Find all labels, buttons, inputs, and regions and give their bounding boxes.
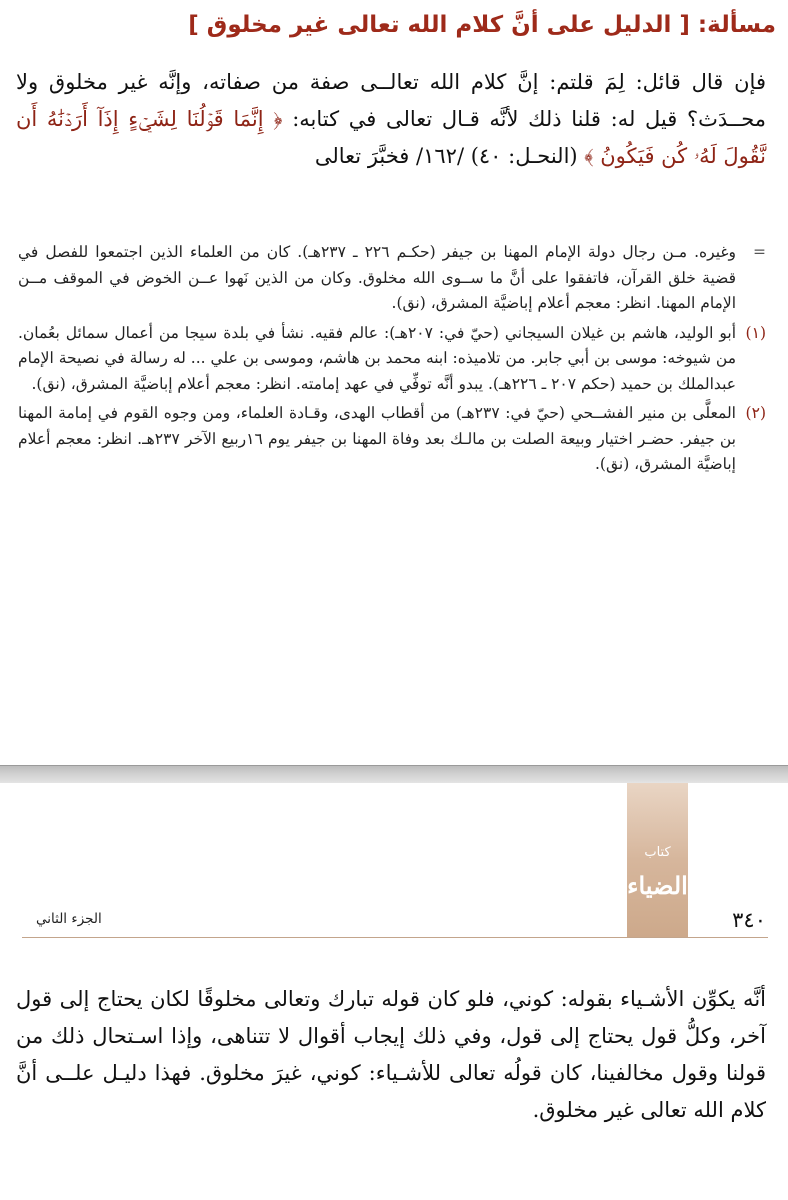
book-emblem [627,783,688,937]
header-rule [22,937,768,938]
main-paragraph [16,64,766,175]
footnote-text: وغيره. مـن رجال دولة الإمام المهنا بن جيفر (حكـم ٢٢٦ ـ ٢٣٧هـ). كان من العلماء الذين اجتمعوا للفصل في قضية خلق القرآن، فاتفقوا على أنَّ ما ســوى الله مخلوق. وكان من الذين نَهوا عــن الخوض في الموقف مــن الإمام المهنا. انظر: معجم أعلام إباضيَّة المشرق، (نق). [18,243,736,312]
footnote-marker: (١) [745,323,766,342]
emblem-word: كتاب [644,845,671,860]
footnote-text: أبو الوليد، هاشم بن غيلان السيجاني (حيّ في: ٢٠٧هـ): عالم فقيه. نشأ في بلدة سيجا من أعمال سمائل بعُمان. من شيوخه: موسى بن أبي جابر. من تلاميذه: ابنه محمد بن هاشم، وموسى بن علي ... له رسالة في نصيحة الإمام عبدالملك بن حميد (حكم ٢٠٧ ـ ٢٢٦هـ). يبدو أنَّه توفِّي في عهد إمامته. انظر: معجم أعلام إباضيَّة المشرق، (نق). [18,323,736,393]
title-lead: مسألة: [697,12,776,38]
quran-verse: ﴿ إِنَّمَا قَوۡلُنَا لِشَيۡءٍ إِذَآ أَرَدۡنَٰهُ أَن نَّقُولَ لَهُۥ كُن فَيَكُونُ ﴾ [16,107,766,168]
page-title [6,6,776,44]
paragraph-post: (النحـل: ٤٠) /١٦٢/ فخبَّرَ تعالى [314,144,578,168]
paragraph-pre: فإن قال قائل: لِمَ قلتم: إنَّ كلام الله تعالــى صفة من صفاته، وإنَّه غير مخلوق ولا محــدَث؟ قيل له: قلنا ذلك لأنَّه قـال تعالى في كتابه: [16,70,766,131]
emblem-title: الضياء [627,871,688,900]
lower-page [0,783,788,1200]
footnote-continued [18,240,766,317]
footnotes [18,240,766,478]
footnote-1 [18,321,766,398]
page-number: ٣٤٠ [732,908,766,932]
footnote-marker: (٢) [745,404,766,422]
title-main: [ الدليل على أنَّ كلام الله تعالى غير مخلوق ] [188,12,690,38]
part-label: الجزء الثاني [36,911,102,927]
lower-paragraph: أنَّه يكوِّن الأشـياء بقوله: كوني، فلو كان قوله تبارك وتعالى مخلوقًا لكان يحتاج إلى قول آخر، وكلُّ قول يحتاج إلى قول، وفي ذلك إيجاب أقوال لا تتناهى، وإذا اسـتحال ذلك من قولنا وقول مخالفينا، كان قولُه تعالى للأشـياء: كوني، غيرَ مخلوق. فهذا دليـل علــى أنَّ كلام الله تعالى غير مخلوق. [16,987,766,1122]
footnote-text: المعلَّى بن منير الفشــحي (حيّ في: ٢٣٧هـ) من أقطاب الهدى، وقـادة العلماء، ومن وجوه القوم في إمامة المهنا بن جيفر. حضـر اختيار وبيعة الصلت بن مالـك بعد وفاة المهنا بن جيفر يوم ١٦ربيع الآخر ٢٣٧هـ. انظر: معجم أعلام إباضيَّة المشرق، (نق). [18,404,736,473]
page-divider [0,765,788,784]
footnote-marker: = [753,243,766,261]
footnote-2 [18,401,766,478]
